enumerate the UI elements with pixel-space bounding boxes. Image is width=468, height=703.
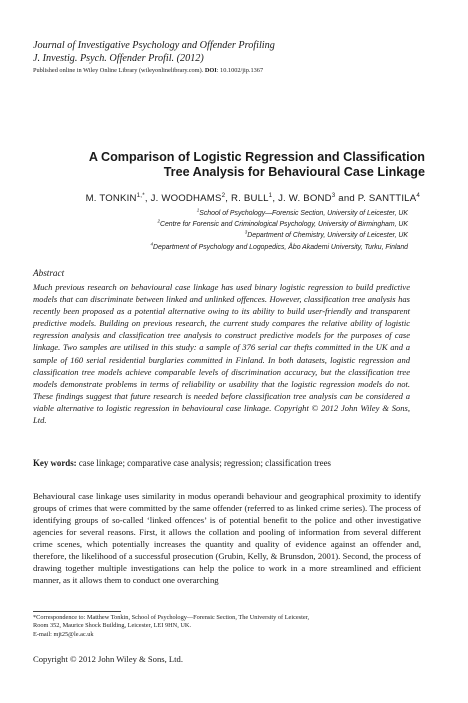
footnote-line: *Correspondence to: Matthew Tonkin, School of Psychology—Forensic Section, The University of Leicester, xyxy=(33,614,310,621)
footnote-line: Room 352, Maurice Shock Building, Leicester, LEI 9HN, UK. xyxy=(33,622,192,630)
author-sup: 3 xyxy=(331,191,336,199)
publication-info xyxy=(33,67,443,75)
footnote-divider xyxy=(33,611,121,612)
author-sup: 1 xyxy=(268,191,273,199)
author-sup: 2 xyxy=(221,191,226,199)
affiliation-sup: 2 xyxy=(157,218,160,224)
abstract-heading: Abstract xyxy=(33,268,65,278)
author-separator: , xyxy=(144,193,151,204)
author-name: R. BULL xyxy=(230,193,269,204)
keywords xyxy=(33,458,433,469)
affiliation-text: Centre for Forensic and Criminological Psychology, University of Birmingham, UK xyxy=(159,221,408,229)
title-line-2: Tree Analysis for Behavioural Case Linkage xyxy=(163,164,425,179)
doi-label: DOI xyxy=(204,67,217,74)
author-separator: and xyxy=(335,193,358,204)
journal-citation: J. Investig. Psych. Offender Profil. (2012) xyxy=(33,52,204,64)
keywords-label: Key words: xyxy=(33,458,77,468)
title-line-1: A Comparison of Logistic Regression and Classification xyxy=(88,150,425,164)
author-sup: 4 xyxy=(416,191,420,199)
doi-value: : 10.1002/jip.1367 xyxy=(216,67,264,74)
journal-header xyxy=(33,40,433,65)
author-separator: , xyxy=(272,193,279,204)
author-sup: 1,* xyxy=(136,191,145,199)
affiliation-line xyxy=(30,242,408,253)
affiliation-text: School of Psychology—Forensic Section, University of Leicester, UK xyxy=(199,210,408,217)
author-name: P. SANTTILA xyxy=(357,193,417,204)
author-list xyxy=(30,193,420,205)
copyright-notice: Copyright © 2012 John Wiley & Sons, Ltd. xyxy=(33,654,183,664)
affiliation-text: Department of Chemistry, University of Leicester, UK xyxy=(247,232,408,240)
affiliation-text: Department of Psychology and Logopedics, Åbo Akademi University, Turku, Finland xyxy=(153,243,408,251)
keywords-text: case linkage; comparative case analysis; regression; classification trees xyxy=(76,458,331,468)
author-name: J. W. BOND xyxy=(278,193,332,204)
article-title xyxy=(40,150,425,179)
affiliation-sup: 1 xyxy=(196,207,200,213)
abstract-text: Much previous research on behavioural case linkage has used binary logistic regression to build predictive models that can discriminate between linked and unlinked offences. However, classification tree analysis has recently been proposed as a potential alternative owing to its ability to build user-friendly and transparent predictive models. Building on previous research, the current study compares the relative ability of logistic regression analysis and classification tree analysis to construct predictive models for the purposes of case linkage. Two samples are utilised in this study: a sample of 376 serial car thefts committed in the UK and a sample of 160 serial residential burglaries committed in Finland. In both datasets, logistic regression and classification tree models achieve comparable levels of discrimination accuracy, but the classification tree models demonstrate problems in terms of reliability or usability that the logistic regression models do not. These findings suggest that future research is needed before classification tree analysis can be considered a viable alternative to logistic regression in behavioural case linkage. Copyright © 2012 John Wiley & Sons, Ltd. xyxy=(33,282,410,426)
affiliation-line xyxy=(30,208,408,219)
body-paragraph: Behavioural case linkage uses similarity in modus operandi behaviour and geographical proximity to identify groups of crimes that were committed by the same offender (referred to as linked crime series). The process of identifying groups of so-called ‘linked offences’ is of potential benefit to the police and other investigative agencies for several reasons. First, it allows the collation and pooling of information from several different crime scenes, which potentially increases the quantity and quality of evidence against an offender and, therefore, the likelihood of a successful prosecution (Grubin, Kelly, & Brunsdon, 2001). Second, the process of drawing together multiple investigations can help the police to work in a more streamlined and efficient manner, as it allows them to conduct one overarching xyxy=(33,491,421,585)
affiliation-line xyxy=(30,230,408,241)
affiliation-line xyxy=(30,219,408,230)
journal-name: Journal of Investigative Psychology and Offender Profiling xyxy=(33,40,275,51)
correspondence-footnote xyxy=(33,614,423,639)
affiliation-list xyxy=(30,208,408,253)
affiliation-sup: 4 xyxy=(150,241,154,247)
published-online-text: Published online in Wiley Online Library (wileyonlinelibrary.com). xyxy=(33,67,204,74)
affiliation-sup: 3 xyxy=(244,230,248,236)
author-name: J. WOODHAMS xyxy=(150,193,222,204)
author-name: M. TONKIN xyxy=(85,193,137,204)
author-separator: , xyxy=(225,193,231,204)
footnote-email: E-mail: mjt25@le.ac.uk xyxy=(33,630,94,638)
